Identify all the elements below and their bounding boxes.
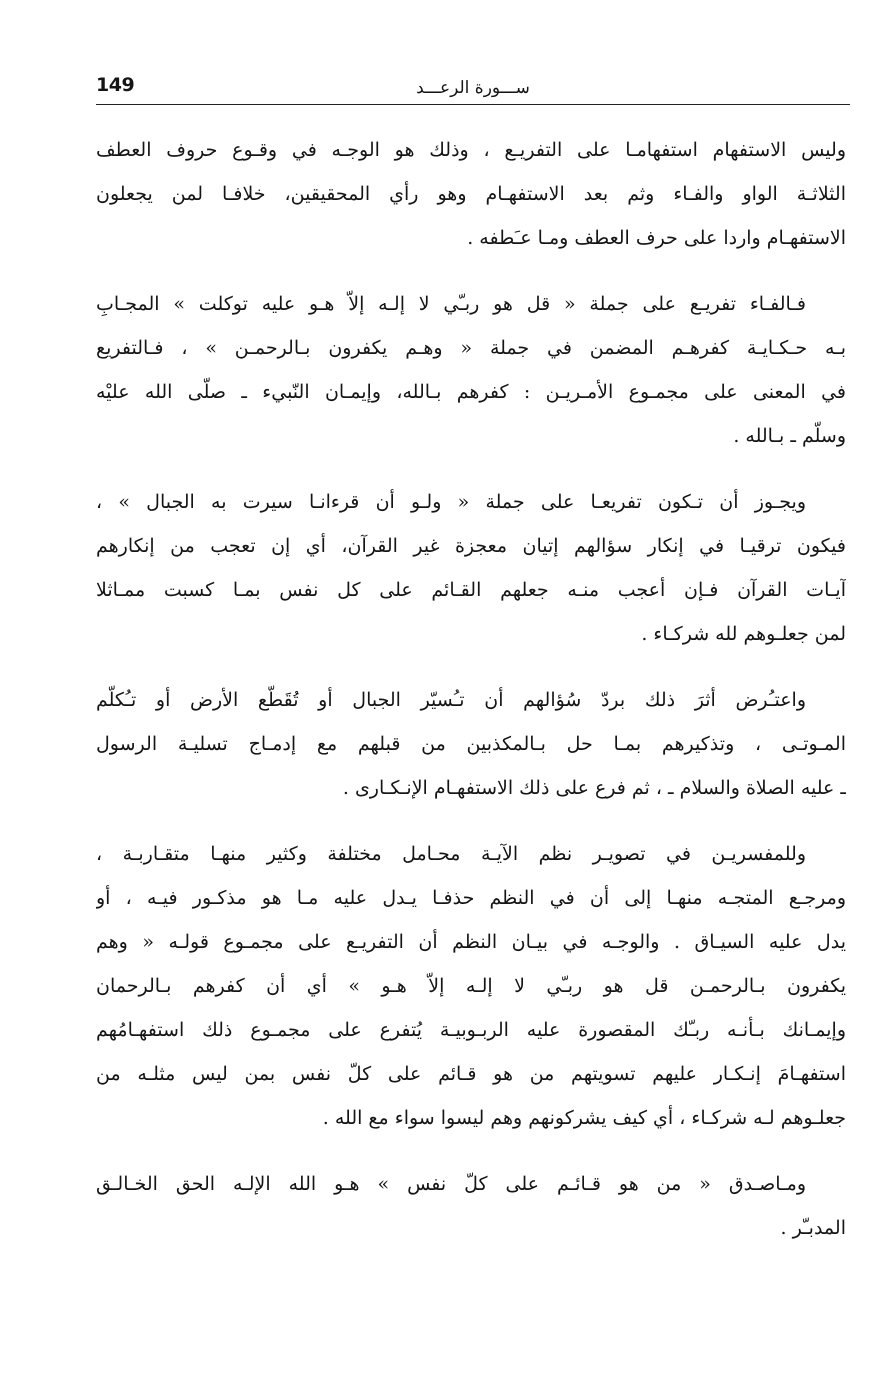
paragraph [96, 1162, 846, 1250]
text-line: ويجـوز أن تـكون تفريعـا على جملة « ولـو أن قرءانـا سيرت به الجبال » ، [96, 491, 806, 513]
text-line: ـ عليه الصلاة والسلام ـ ، ثم فرع على ذلك الاستفهـام الإنـكـارى . [342, 777, 846, 799]
text-line: ومـاصـدق « من هو قـائـم على كلّ نفس » هـو الله الإلـه الحق الخـالـق [96, 1173, 806, 1195]
text-line: فيكون ترقيـا في إنكار سؤالهم إتيان معجزة غير القرآن، أي إن تعجب من إنكارهم [96, 535, 846, 557]
text-line: وسلّم ـ بـالله . [733, 425, 846, 447]
paragraph [96, 678, 846, 810]
text-line: جعلـوهم لـه شركـاء ، أي كيف يشركونهم وهم ليسوا سواء مع الله . [322, 1107, 846, 1129]
text-line: الاستفهـام واردا على حرف العطف ومـا عـَطفه . [467, 227, 846, 249]
text-line: واعتـُرض أثرَ ذلك بردّ سُؤالهم أن تـُسيّر الجبال أو تُقَطّع الأرض أو تـُكلّم [96, 689, 806, 711]
running-title: ســـورة الرعـــد [416, 78, 530, 98]
text-line: فـالفـاء تفريـع على جملة « قل هو ربـّي لا إلـه إلاّ هـو عليه توكلت » المجـابِ [96, 293, 806, 315]
text-line: لمن جعلـوهم لله شركـاء . [641, 623, 846, 645]
paragraph [96, 282, 846, 458]
paragraph [96, 128, 846, 260]
text-line: آيـات القرآن فـإن أعجب منـه جعلهم القـائم على كل نفس بمـا كسبت ممـاثلا [96, 579, 846, 601]
page-body [96, 128, 846, 1272]
header-rule [96, 104, 850, 105]
text-line: الثلاثـة الواو والفـاء وثم بعد الاستفهـام وهو رأي المحقيقين، خلافـا لمن يجعلون [96, 183, 846, 205]
page-number: 149 [96, 74, 135, 96]
text-line: وإيمـانك بـأنـه ربـّك المقصورة عليه الربـوبيـة يُتفرع على مجمـوع ذلك استفهـامُهم [96, 1019, 846, 1041]
text-line: وليس الاستفهام استفهامـا على التفريـع ، وذلك هو الوجـه في وقـوع حروف العطف [96, 139, 846, 161]
paragraph [96, 832, 846, 1140]
text-line: المـوتـى ، وتذكيرهم بمـا حل بـالمكذبين من قبلهم مع إدمـاج تسليـة الرسول [96, 733, 846, 755]
text-line: بـه حـكـايـة كفرهـم المضمن في جملة « وهـم يكفرون بـالرحمـن » ، فـالتفريع [96, 337, 846, 359]
text-line: يكفرون بـالرحمـن قل هو ربـّي لا إلـه إلاّ هـو » أي أن كفرهم بـالرحمان [96, 975, 846, 997]
text-line: في المعنى على مجمـوع الأمـريـن : كفرهم بـالله، وإيمـان النّبيء ـ صلّى الله عليْه [96, 381, 846, 403]
text-line: استفهـامَ إنـكـار عليهم تسويتهم من هو قـائم على كلّ نفس بمن ليس مثلـه من [96, 1063, 846, 1085]
text-line: المدبـّر . [780, 1217, 846, 1239]
text-line: وللمفسريـن في تصويـر نظم الآيـة محـامل مختلفة وكثير منهـا متقـاربـة ، [96, 843, 806, 865]
text-line: ومرجـع المتجـه منهـا إلى أن في النظم حذفـا يـدل عليه مـا هو مذكـور فيـه ، أو [96, 887, 846, 909]
page-header [96, 70, 850, 110]
paragraph [96, 480, 846, 656]
text-line: يدل عليه السيـاق . والوجـه في بيـان النظم أن التفريـع على مجمـوع قولـه « وهم [96, 931, 846, 953]
